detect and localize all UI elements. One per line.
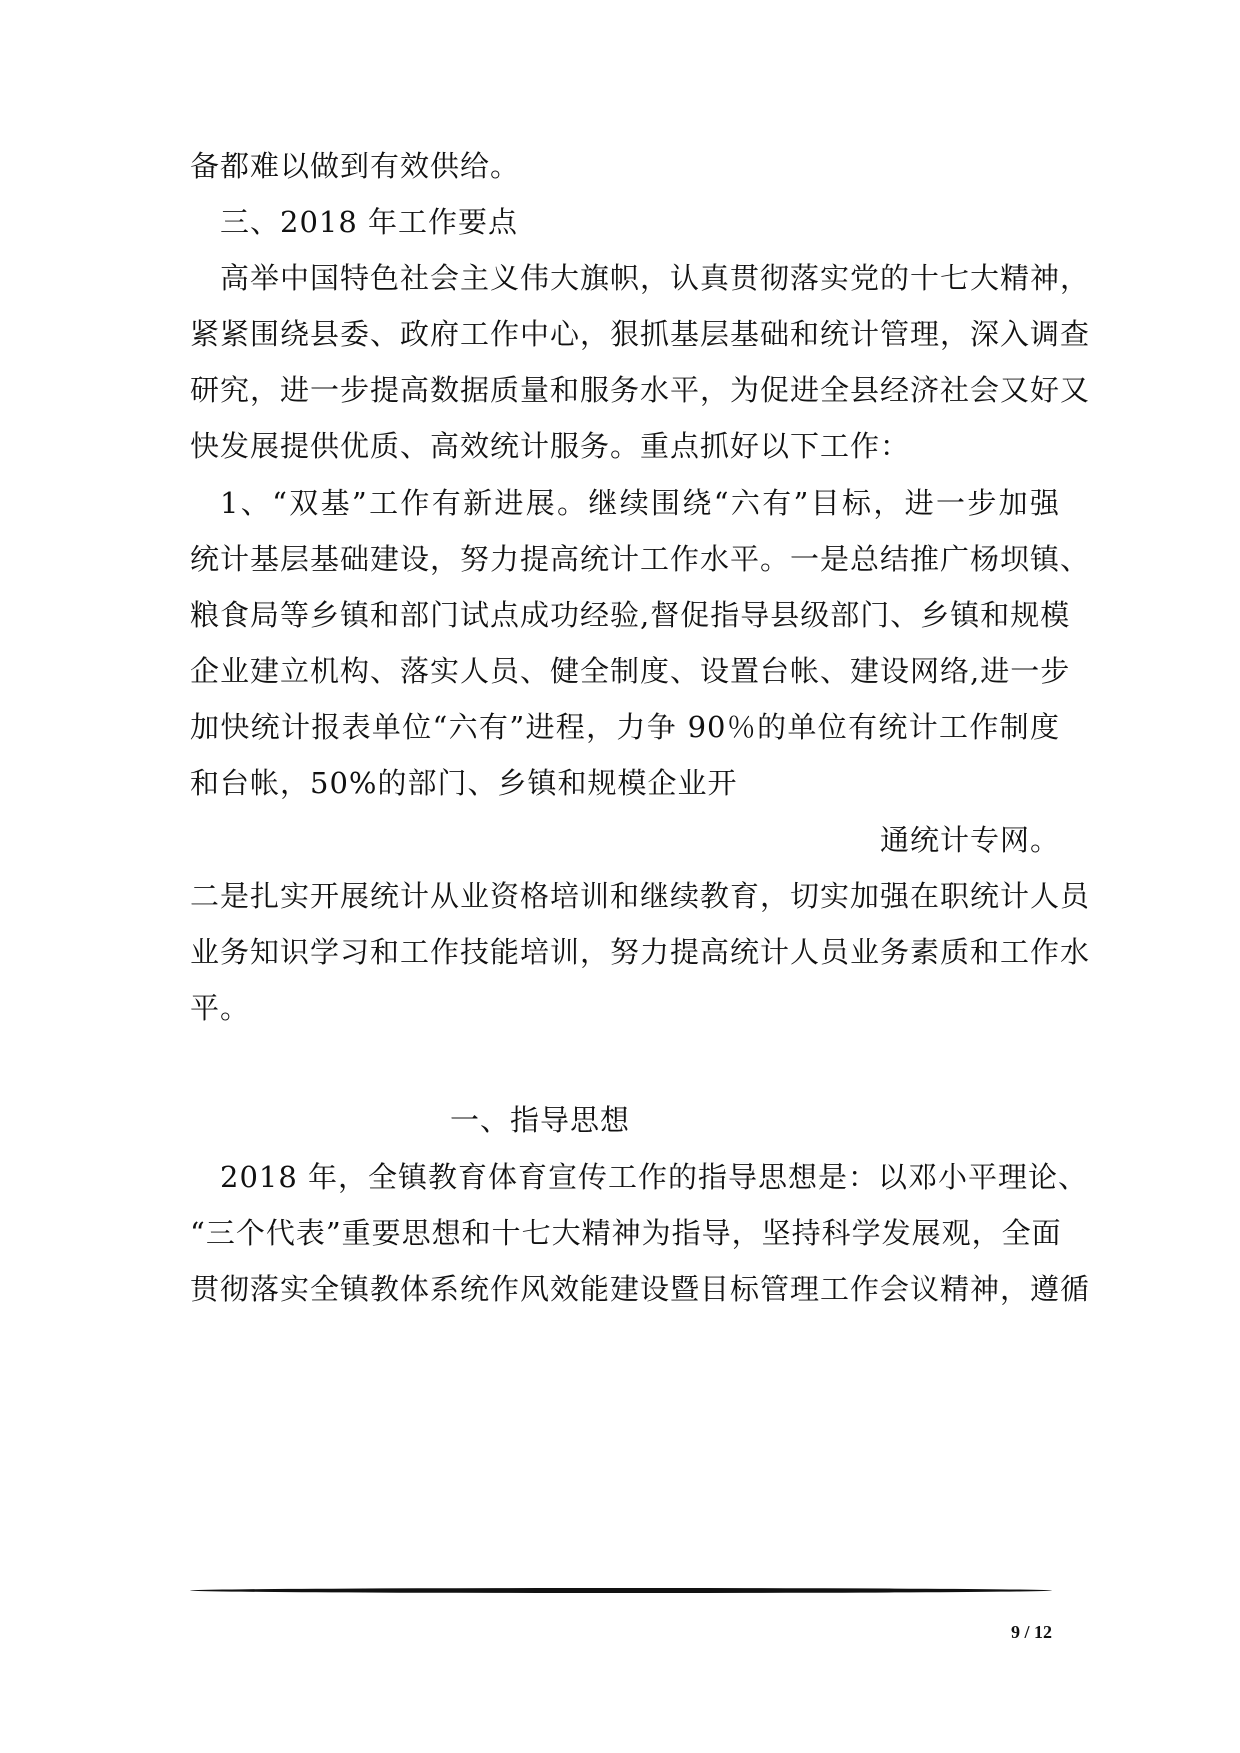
text-line: “三个代表”重要思想和十七大精神为指导，坚持科学发展观，全面 xyxy=(190,1216,1062,1250)
text-line: 高举中国特色社会主义伟大旗帜，认真贯彻落实党的十七大精神， xyxy=(220,261,1091,295)
text-line: 和台帐，50%的部门、乡镇和规模企业开 xyxy=(190,766,738,800)
text-line: 粮食局等乡镇和部门试点成功经验,督促指导县级部门、乡镇和规模 xyxy=(190,598,1071,632)
text-line: 备都难以做到有效供给。 xyxy=(190,149,521,183)
text-line: 贯彻落实全镇教体系统作风效能建设暨目标管理工作会议精神，遵循 xyxy=(190,1272,1091,1306)
text-line: 二是扎实开展统计从业资格培训和继续教育，切实加强在职统计人员 xyxy=(190,879,1091,913)
footer-divider xyxy=(190,1588,1052,1593)
text-line: 统计基层基础建设，努力提高统计工作水平。一是总结推广杨坝镇、 xyxy=(190,542,1091,576)
text-line: 平。 xyxy=(190,991,251,1025)
text-line: 业务知识学习和工作技能培训，努力提高统计人员业务素质和工作水 xyxy=(190,935,1091,969)
text-line: 1、“双基”工作有新进展。继续围绕“六有”目标，进一步加强 xyxy=(220,486,1060,520)
text-line: 2018 年，全镇教育体育宣传工作的指导思想是：以邓小平理论、 xyxy=(220,1160,1089,1194)
text-line: 快发展提供优质、高效统计服务。重点抓好以下工作： xyxy=(190,429,911,463)
text-line: 通统计专网。 xyxy=(879,823,1060,857)
section-heading: 三、2018 年工作要点 xyxy=(220,205,519,239)
text-line: 企业建立机构、落实人员、健全制度、设置台帐、建设网络,进一步 xyxy=(190,654,1071,688)
text-line: 研究，进一步提高数据质量和服务水平，为促进全县经济社会又好又 xyxy=(190,373,1091,407)
page-number: 9 / 12 xyxy=(1010,1622,1052,1642)
text-line: 紧紧围绕县委、政府工作中心，狠抓基层基础和统计管理，深入调查 xyxy=(190,317,1091,351)
text-line: 加快统计报表单位“六有”进程，力争 90％的单位有统计工作制度 xyxy=(190,710,1060,744)
section-heading: 一、指导思想 xyxy=(450,1103,631,1137)
